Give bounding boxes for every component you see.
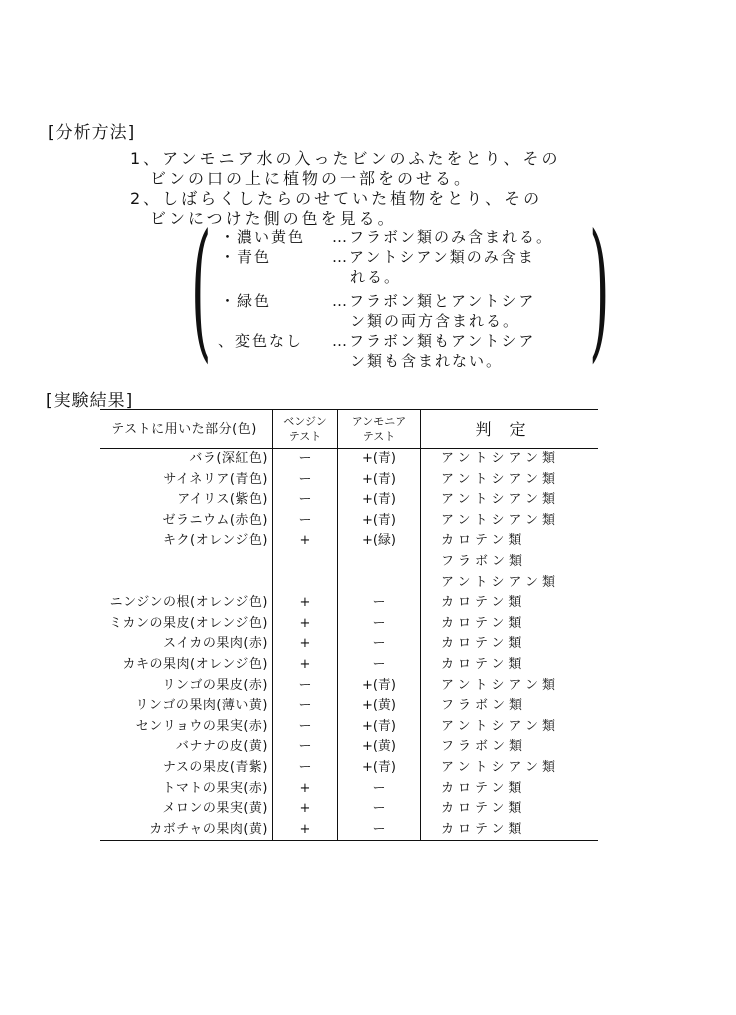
legend-desc-blue: …アントシアン類のみ含ま xyxy=(332,248,535,266)
cell-benzine: + xyxy=(273,531,338,552)
cell-judge: カロテン類 xyxy=(421,614,599,635)
cell-benzine: + xyxy=(273,779,338,800)
cell-ammonia: ー xyxy=(338,593,421,614)
method-title: [分析方法] xyxy=(48,123,136,143)
cell-part: アイリス(紫色) xyxy=(177,492,268,508)
table-row xyxy=(100,449,598,470)
results-header-row xyxy=(100,410,598,449)
cell-benzine: ー xyxy=(273,511,338,532)
results-title: [実験結果] xyxy=(46,391,134,411)
cell-benzine: ー xyxy=(273,737,338,758)
header-ammonia-line2: テスト xyxy=(362,430,396,443)
table-row xyxy=(100,470,598,491)
cell-judge: アントシアン類 xyxy=(421,676,599,697)
legend-desc-green-cont: ン類の両方含まれる。 xyxy=(350,312,521,330)
table-row xyxy=(100,531,598,552)
cell-judge: アントシアン類 xyxy=(421,573,599,594)
cell-ammonia: +(青) xyxy=(338,717,421,738)
results-body xyxy=(100,449,598,841)
cell-part: センリョウの果実(赤) xyxy=(135,718,268,734)
cell-ammonia: ー xyxy=(338,614,421,635)
cell-ammonia: +(青) xyxy=(338,490,421,511)
method-step1-line1: 1、アンモニア水の入ったビンのふたをとり、その xyxy=(130,149,561,168)
cell-ammonia: ー xyxy=(338,655,421,676)
header-ammonia-line1: アンモニア xyxy=(351,415,407,428)
cell-part: キク(オレンジ色) xyxy=(163,533,268,549)
legend-desc-none: …フラボン類もアントシア xyxy=(332,332,536,350)
cell-judge: アントシアン類 xyxy=(421,511,599,532)
cell-ammonia xyxy=(338,573,421,594)
cell-ammonia: +(青) xyxy=(338,676,421,697)
cell-part: バラ(深紅色) xyxy=(189,451,268,466)
table-row xyxy=(100,696,598,717)
header-benzine xyxy=(273,410,338,449)
table-row xyxy=(100,511,598,532)
table-row xyxy=(100,758,598,779)
method-step2-line2: ビンにつけた側の色を見る。 xyxy=(150,209,397,228)
cell-part: カボチャの果肉(黄) xyxy=(100,820,273,841)
cell-ammonia: ー xyxy=(338,799,421,820)
table-row xyxy=(100,552,598,573)
legend-color-deep-yellow: ・濃い黄色 xyxy=(220,228,306,246)
cell-benzine: + xyxy=(273,655,338,676)
table-row xyxy=(100,799,598,820)
cell-ammonia: ー xyxy=(338,779,421,800)
cell-ammonia: ー xyxy=(338,820,421,841)
cell-benzine: + xyxy=(273,593,338,614)
cell-judge: カロテン類 xyxy=(421,820,599,841)
cell-judge: フラボン類 xyxy=(421,737,599,758)
table-row xyxy=(100,676,598,697)
cell-judge: カロテン類 xyxy=(421,655,599,676)
table-row xyxy=(100,614,598,635)
legend-desc-blue-cont: れる。 xyxy=(350,268,402,286)
cell-part: サイネリア(青色) xyxy=(163,471,268,487)
cell-ammonia: +(青) xyxy=(338,511,421,532)
cell-benzine: + xyxy=(273,614,338,635)
cell-judge: カロテン類 xyxy=(421,634,599,655)
cell-benzine: ー xyxy=(273,696,338,717)
legend-color-none: 、変色なし xyxy=(218,332,304,350)
cell-part xyxy=(100,573,273,594)
header-ammonia xyxy=(338,410,421,449)
table-row xyxy=(100,655,598,676)
cell-part xyxy=(100,552,273,573)
cell-judge: フラボン類 xyxy=(421,696,599,717)
table-row xyxy=(100,573,598,594)
cell-part: ミカンの果皮(オレンジ色) xyxy=(109,615,268,631)
cell-judge: アントシアン類 xyxy=(421,758,599,779)
table-row xyxy=(100,717,598,738)
cell-ammonia: +(青) xyxy=(338,470,421,491)
table-row xyxy=(100,737,598,758)
cell-benzine: + xyxy=(273,820,338,841)
cell-ammonia: +(青) xyxy=(338,758,421,779)
cell-benzine: ー xyxy=(273,490,338,511)
cell-judge: アントシアン類 xyxy=(421,717,599,738)
cell-judge: アントシアン類 xyxy=(421,470,599,491)
legend-color-green: ・緑色 xyxy=(220,292,272,310)
cell-part: カキの果肉(オレンジ色) xyxy=(122,656,268,672)
cell-judge: アントシアン類 xyxy=(421,490,599,511)
header-judge: 判定 xyxy=(421,410,599,449)
cell-ammonia: ー xyxy=(338,634,421,655)
header-benzine-line1: ベンジン xyxy=(283,415,327,428)
legend-desc-none-cont: ン類も含まれない。 xyxy=(350,352,504,370)
cell-benzine xyxy=(273,552,338,573)
legend-color-blue: ・青色 xyxy=(220,248,272,266)
legend-desc-deep-yellow: …フラボン類のみ含まれる。 xyxy=(332,228,554,246)
method-step1-line2: ビンの口の上に植物の一部をのせる。 xyxy=(150,169,474,188)
cell-judge: アントシアン類 xyxy=(421,449,599,470)
results-table xyxy=(100,409,598,841)
cell-benzine: ー xyxy=(273,470,338,491)
cell-ammonia: +(青) xyxy=(338,449,421,470)
method-step2-line1: 2、しばらくしたらのせていた植物をとり、その xyxy=(130,189,543,208)
cell-judge: カロテン類 xyxy=(421,799,599,820)
cell-benzine: ー xyxy=(273,676,338,697)
header-part: テストに用いた部分(色) xyxy=(100,410,273,449)
cell-part: トマトの果実(赤) xyxy=(162,780,268,796)
cell-part: メロンの果実(黄) xyxy=(162,801,268,817)
cell-ammonia xyxy=(338,552,421,573)
cell-judge: カロテン類 xyxy=(421,531,599,552)
cell-part: バナナの皮(黄) xyxy=(175,739,268,755)
table-row xyxy=(100,490,598,511)
table-row xyxy=(100,593,598,614)
cell-benzine: ー xyxy=(273,449,338,470)
cell-part: リンゴの果肉(薄い黄) xyxy=(135,698,268,714)
legend-left-bracket: ( xyxy=(191,203,212,377)
cell-benzine: ー xyxy=(273,717,338,738)
cell-judge: フラボン類 xyxy=(421,552,599,573)
cell-benzine: ー xyxy=(273,758,338,779)
cell-ammonia: +(黄) xyxy=(338,696,421,717)
cell-judge: カロテン類 xyxy=(421,779,599,800)
table-row xyxy=(100,820,598,841)
cell-part: ニンジンの根(オレンジ色) xyxy=(109,595,268,611)
cell-part: リンゴの果皮(赤) xyxy=(162,677,268,693)
legend-desc-green: …フラボン類とアントシア xyxy=(332,292,536,310)
table-row xyxy=(100,779,598,800)
cell-benzine xyxy=(273,573,338,594)
cell-part: ナスの果皮(青紫) xyxy=(162,759,268,775)
cell-part: ゼラニウム(赤色) xyxy=(162,512,268,528)
cell-ammonia: +(緑) xyxy=(338,531,421,552)
cell-ammonia: +(黄) xyxy=(338,737,421,758)
cell-part: スイカの果肉(赤) xyxy=(163,636,268,652)
legend-right-bracket: ) xyxy=(589,203,610,377)
header-benzine-line2: テスト xyxy=(288,430,322,443)
cell-judge: カロテン類 xyxy=(421,593,599,614)
cell-benzine: + xyxy=(273,799,338,820)
table-row xyxy=(100,634,598,655)
cell-benzine: + xyxy=(273,634,338,655)
